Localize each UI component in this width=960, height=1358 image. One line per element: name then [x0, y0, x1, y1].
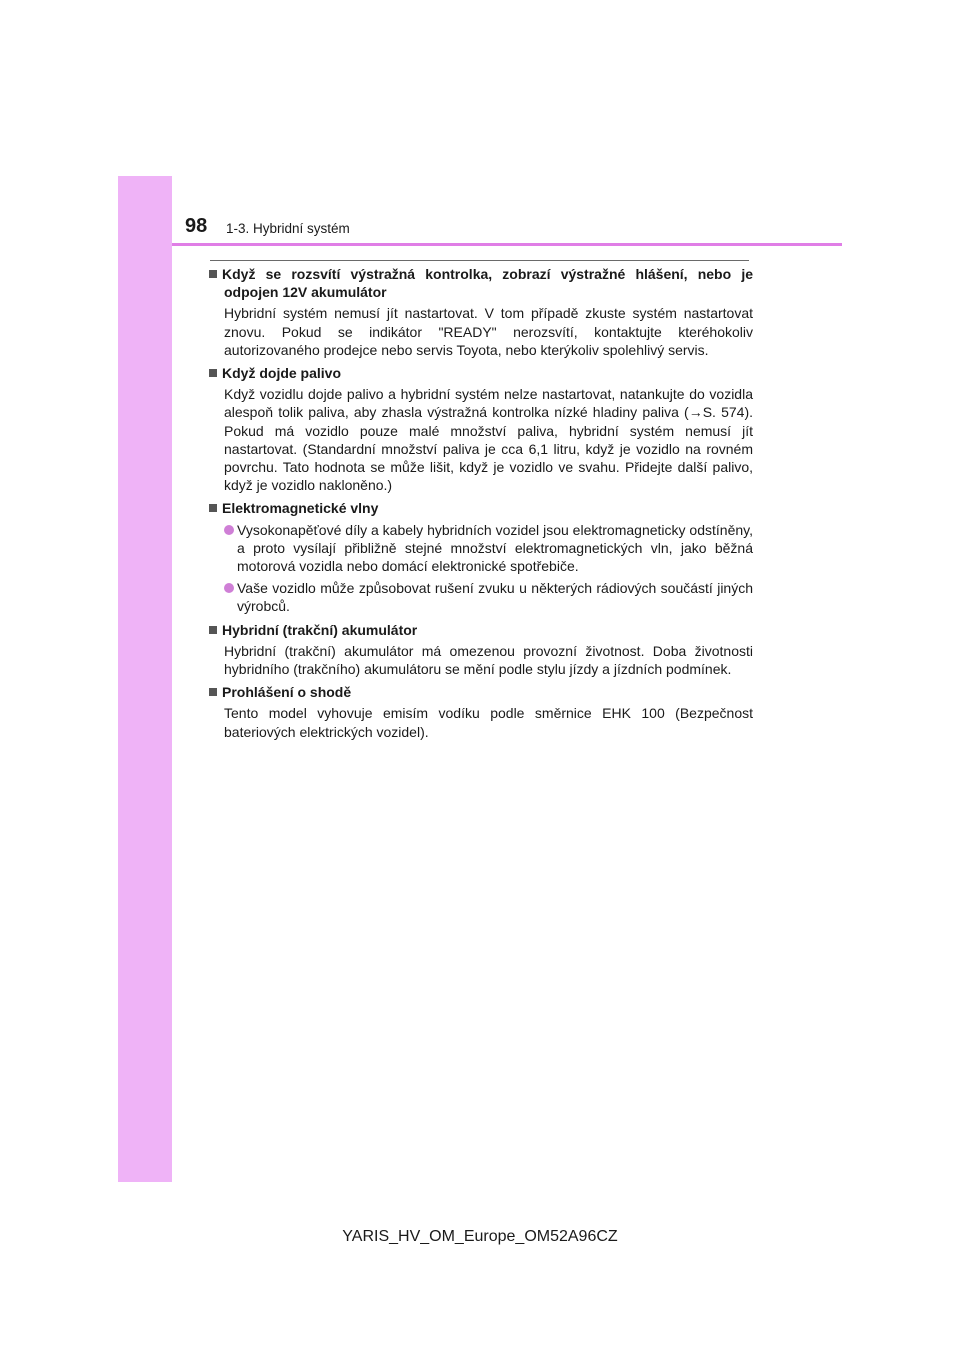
section-heading-text: Když se rozsvítí výstražná kontrolka, zobrazí výstražné hlášení, nebo je odpojen 12V akumulátor [222, 266, 753, 301]
section-warning-light [209, 265, 753, 359]
section-heading [209, 683, 753, 701]
section-heading [209, 364, 753, 382]
section-electromagnetic-waves [209, 499, 753, 615]
square-bullet-icon [209, 270, 217, 278]
square-bullet-icon [209, 504, 217, 512]
square-bullet-icon [209, 626, 217, 634]
list-item-text: Vysokonapěťové díly a kabely hybridních vozidel jsou elektromagneticky odstíněny, a proto vysílají přibližně stejné množství elektromagnetických vln, jako běžná motorová vozidla nebo domácí elektronické spotřebiče. [237, 521, 753, 575]
content-divider [210, 260, 749, 261]
section-heading-text: Prohlášení o shodě [222, 684, 352, 701]
section-paragraph: Když vozidlu dojde palivo a hybridní systém nelze nastartovat, natankujte do vozidla alespoň tolik paliva, aby zhasla výstražná kontrolka nízké hladiny paliva (→S. 574). Pokud má vozidlo pouze malé množství paliva, hybridní systém nemusí jít nastartovat. (Standardní množství paliva je cca 6,1 litru, když je vozidlo na rovném povrchu. Tato hodnota se může lišit, když je vozidlo ve svahu. Přidejte další palivo, když je vozidlo nakloněno.) [224, 386, 753, 494]
section-heading [209, 621, 753, 639]
list-item [209, 579, 753, 615]
section-title: 1-3. Hybridní systém [226, 221, 350, 236]
section-heading [209, 265, 753, 301]
section-traction-battery [209, 621, 753, 679]
list-item [209, 521, 753, 576]
section-heading [209, 499, 753, 517]
header-divider [172, 243, 842, 246]
list-item-text: Vaše vozidlo může způsobovat rušení zvuku u některých rádiových součástí jiných výrobců. [237, 580, 753, 615]
page-content [209, 265, 753, 746]
section-heading-text: Elektromagnetické vlny [222, 500, 379, 517]
section-paragraph: Hybridní systém nemusí jít nastartovat. V tom případě zkuste systém nastartovat znovu. Pokud se indikátor "READY" nerozsvítí, kontaktujte kteréhokoliv autorizovaného prodejce nebo servis Toyota, nebo kterýkoliv spolehlivý servis. [224, 305, 753, 358]
section-paragraph: Hybridní (trakční) akumulátor má omezenou provozní životnost. Doba životnosti hybridního (trakčního) akumulátoru se mění podle stylu jízdy a jízdních podmínek. [224, 642, 753, 678]
page-number: 98 [185, 215, 208, 237]
section-heading-text: Když dojde palivo [222, 365, 342, 382]
square-bullet-icon [209, 688, 217, 696]
section-out-of-fuel [209, 364, 753, 494]
section-heading-text: Hybridní (trakční) akumulátor [222, 621, 418, 638]
square-bullet-icon [209, 369, 217, 377]
footer-document-code: YARIS_HV_OM_Europe_OM52A96CZ [342, 1228, 618, 1245]
round-bullet-icon [224, 525, 234, 535]
chapter-color-bar [118, 176, 172, 1182]
section-declaration-of-conformity [209, 683, 753, 741]
section-paragraph: Tento model vyhovuje emisím vodíku podle směrnice EHK 100 (Bezpečnost bateriových elektrických vozidel). [224, 705, 753, 740]
